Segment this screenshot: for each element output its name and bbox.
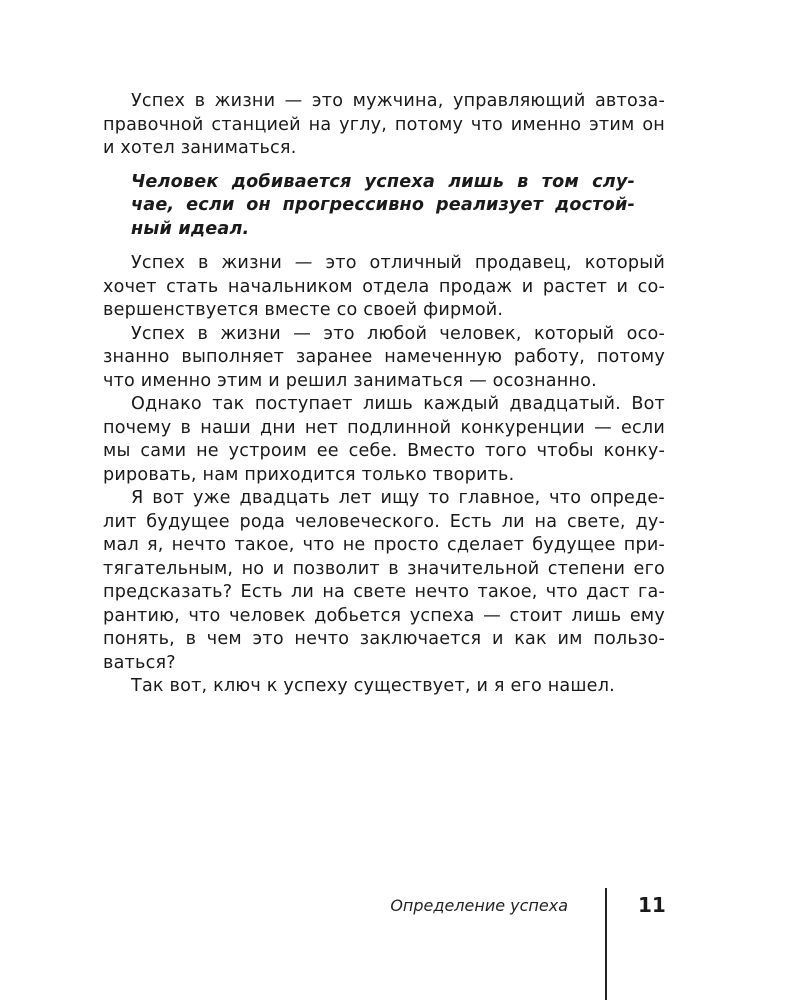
- text-line: хочет стать начальником отдела продаж и растет и со-: [103, 276, 665, 297]
- footer-divider: [605, 888, 607, 1000]
- text-line: мы сами не устроим ее себе. Вместо того чтобы конку-: [103, 441, 665, 461]
- text-line: вершенствуется вместе со своей фирмой.: [103, 300, 504, 320]
- text-line: понять, в чем это нечто заключается и как им пользо-: [103, 629, 665, 649]
- page-number: 11: [638, 893, 666, 917]
- text-line: чае, если он прогрессивно реализует достой-: [131, 195, 635, 215]
- text-line: Так вот, ключ к успеху существует, и я его нашел.: [131, 676, 615, 696]
- text-line: ный идеал.: [131, 218, 250, 239]
- text-line: и хотел заниматься.: [103, 138, 297, 158]
- text-line: мал я, нечто такое, что не просто сделает будущее при-: [103, 535, 665, 555]
- running-title: Определение успеха: [390, 896, 568, 915]
- text-line: знанно выполняет заранее намеченную работу, потому: [103, 347, 665, 367]
- paragraph: [103, 393, 665, 487]
- text-line: почему в наши дни нет подлинной конкуренции — если: [103, 417, 665, 438]
- paragraph: [103, 323, 665, 394]
- paragraph: [103, 487, 665, 675]
- quote-paragraph: [103, 171, 665, 242]
- text-line: Человек добивается успеха лишь в том слу-: [131, 171, 635, 192]
- paragraph: [103, 675, 665, 699]
- text-line: правочной станцией на углу, потому что именно этим он: [103, 114, 665, 135]
- text-line: лит будущее рода человеческого. Есть ли на свете, ду-: [103, 511, 665, 532]
- text-line: рировать, нам приходится только творить.: [103, 464, 515, 485]
- text-line: что именно этим и решил заниматься — осознанно.: [103, 370, 597, 391]
- text-line: Успех в жизни — это отличный продавец, который: [131, 253, 665, 273]
- text-line: ваться?: [103, 652, 176, 673]
- text-line: Успех в жизни — это мужчина, управляющий автоза-: [131, 91, 665, 111]
- text-line: рантию, что человек добьется успеха — стоит лишь ему: [103, 605, 665, 626]
- text-line: Однако так поступает лишь каждый двадцатый. Вот: [131, 394, 665, 414]
- paragraph: [103, 90, 665, 161]
- text-line: Успех в жизни — это любой человек, который осо-: [131, 323, 665, 344]
- body-text: [103, 90, 665, 699]
- text-line: предсказать? Есть ли на свете нечто такое, что даст га-: [103, 582, 665, 602]
- text-line: Я вот уже двадцать лет ищу то главное, что опреде-: [131, 488, 665, 508]
- text-line: тягательным, но и позволит в значительной степени его: [103, 558, 665, 579]
- paragraph: [103, 252, 665, 323]
